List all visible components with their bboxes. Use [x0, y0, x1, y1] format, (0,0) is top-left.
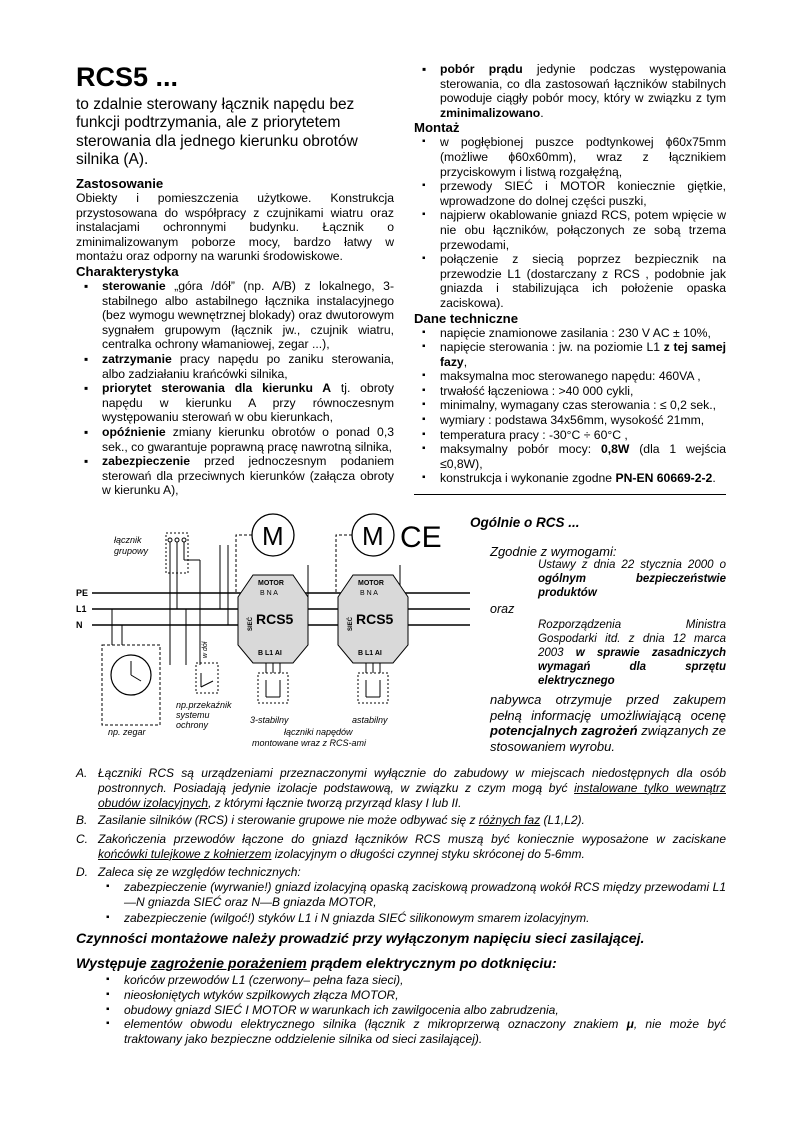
list-item: ▪ konstrukcja i wykonanie zgodne PN-EN 60669-2-2. — [414, 471, 726, 486]
right-column — [414, 62, 726, 495]
hazard-list — [98, 973, 726, 1047]
note-a: A. Łączniki RCS są urządzeniami przeznaczonymi wyłącznie do zabudowy w miejscach niedostępnych dla osób postronnych. Posiadają jedynie izolacje podstawową, w związku z czym mogą być instalowane tylko wewnątrz obudów izolacyjnych, z którymi łącznie tworzą przyrząd klasy I lub II. — [76, 766, 726, 810]
montaz-list — [414, 135, 726, 310]
list-item: ▪ elementów obwodu elektrycznego silnika (łącznik z mikroprzerwą oznaczony znakiem μ, nie może być traktowany jako bezpieczne oddzielenie silnika od sieci zasilającej). — [98, 1017, 726, 1047]
svg-text:B N A: B N A — [360, 590, 378, 597]
np-zegar-label: np. zegar — [108, 727, 146, 737]
clock-box — [102, 645, 160, 725]
svg-text:systemu: systemu — [176, 710, 210, 720]
wiring-diagram — [70, 505, 480, 760]
list-item: ▪ napięcie znamionowe zasilania : 230 V AC ± 10%, — [414, 326, 726, 341]
svg-text:SIEĆ: SIEĆ — [248, 616, 254, 631]
list-item: ▪ przewody SIEĆ i MOTOR koniecznie giętkie, wprowadzone do dolnej części puszki, — [414, 179, 726, 208]
warning-porazenie: Występuje zagrożenie porażeniem prądem elektrycznym po dotknięciu: — [76, 956, 557, 972]
note-c: C. Zakończenia przewodów łączone do gniazd łączników RCS muszą być koniecznie wyposażone w zaciskane końcówki tulejkowe z kołnierzem izolacyjnym o długości czynnej styku skróconej do 5-6mm. — [76, 832, 726, 861]
list-item: ▪ najpierw okablowanie gniazd RCS, potem wpięcie w nie obu łączników, połączonych ze sobą trzema przewodami, — [414, 208, 726, 252]
zgodnie-text: Zgodnie z wymogami: — [490, 544, 617, 559]
page-title: RCS5 ... — [76, 62, 179, 92]
list-item: ▪ minimalny, wymagany czas sterowania : ≤ 0,2 sek., — [414, 398, 726, 413]
warning-montaz: Czynności montażowe należy prowadzić przy wyłączonym napięciu sieci zasilającej. — [76, 931, 645, 947]
svg-text:MOTOR: MOTOR — [358, 580, 384, 587]
ogolnie-heading: Ogólnie o RCS ... — [470, 515, 580, 530]
svg-text:ochrony: ochrony — [176, 720, 209, 730]
list-item: ▪ sterowanie „góra /dół” (np. A/B) z lokalnego, 3-stabilnego albo astabilnego łącznika instalacyjnego (bez wymogu wewnętrznej blokady) oraz dwutorowym sygnałem grupowym (łącznik jw., czujnik wiatru, centralka ochrony włamaniowej, zegar ...), — [76, 279, 394, 352]
list-item: ▪ wymiary : podstawa 34x56mm, wysokość 21mm, — [414, 413, 726, 428]
svg-text:montowane wraz z RCS-ami: montowane wraz z RCS-ami — [252, 738, 367, 748]
list-item: ▪ maksymalny pobór mocy: 0,8W (dla 1 wejścia ≤0,8W), — [414, 442, 726, 471]
ustawy-text: Ustawy z dnia 22 stycznia 2000 o ogólnym bezpieczeństwie produktów — [538, 559, 726, 599]
list-item: ▪ nieosłoniętych wtyków szpilkowych złącza MOTOR, — [98, 988, 726, 1003]
laczniki-napedow-label: łączniki napędów — [284, 727, 353, 737]
list-item: ▪ połączenie z siecią poprzez bezpiecznik na przewodzie L1 (dostarczany z RCS , podobnie jak gniazda i stabilizująca ich położenie opaska zaciskowa). — [414, 252, 726, 310]
list-item: ▪ maksymalna moc sterowanego napędu: 460VA , — [414, 369, 726, 384]
ce-mark: CE — [400, 521, 442, 554]
svg-text:SIEĆ: SIEĆ — [348, 616, 354, 631]
zastosowanie-text: Obiekty i pomieszczenia użytkowe. Konstrukcja przystosowana do współpracy z czujnikami wiatru oraz instalacjami ochronnymi budynku. Łącznik o zminimalizowanym poborze mocy, bardzo łatwy w montażu oraz odporny na warunki środowiskowe. — [76, 191, 394, 264]
list-item: ▪ zabezpieczenie (wyrwanie!) gniazd izolacyjną opaską zaciskową prowadzoną wokół RCS między przewodami L1—N gniazda SIEĆ oraz N—B gniazda MOTOR, — [98, 880, 726, 910]
charakterystyka-heading: Charakterystyka — [76, 263, 179, 279]
relay-box — [196, 663, 218, 693]
charakterystyka-list — [76, 279, 394, 498]
astabilny-label: astabilny — [352, 715, 388, 725]
zastosowanie-heading: Zastosowanie — [76, 176, 164, 191]
montaz-heading: Montaż — [414, 120, 460, 136]
nabywca-text: nabywca otrzymuje przed zakupem pełną informację umożliwiającą ocenę potencjalnych zagrożeń związanych ze stosowaniem wyrobu. — [490, 692, 726, 754]
svg-text:MOTOR: MOTOR — [258, 580, 284, 587]
svg-text:B L1 AI: B L1 AI — [358, 650, 382, 657]
w-dol-label: w dół — [202, 641, 209, 658]
list-item: ▪ zabezpieczenie przed jednoczesnym podaniem sterowań dla przeciwnych kierunków (załącza obroty w kierunku A), — [76, 454, 394, 498]
list-item: ▪ napięcie sterowania : jw. na poziomie L1 z tej samej fazy, — [414, 340, 726, 369]
list-item: ▪ trwałość łączeniowa : >40 000 cykli, — [414, 384, 726, 399]
svg-text:RCS5: RCS5 — [256, 611, 294, 627]
note-d: D. Zaleca się ze względów technicznych: ▪ zabezpieczenie (wyrwanie!) gniazd izolacyjną opaską zaciskową prowadzoną wokół RCS między przewodami L1—N gniazda SIEĆ oraz N—B gniazda MOTOR, ▪ zabezpieczenie (wilgoć!) styków L1 i N gniazda SIEĆ silikonowym smarem izolacyjnym. — [76, 865, 726, 926]
list-item: ▪ zatrzymanie pracy napędu po zaniku sterowania, albo zadziałaniu krańcówki silnika, — [76, 352, 394, 381]
svg-text:grupowy: grupowy — [114, 546, 149, 556]
list-item: ▪ priorytet sterowania dla kierunku A tj. obroty napędu w kierunku A przy równoczesnym występowaniu sterowań w obu kierunkach, — [76, 381, 394, 425]
n-label: N — [76, 620, 83, 630]
left-column — [76, 176, 394, 498]
note-b: B. Zasilanie silników (RCS) i sterowanie grupowe nie może odbywać się z różnych faz (L1,L2). — [76, 813, 585, 827]
l1-label: L1 — [76, 604, 87, 614]
list-item: ▪ w pogłębionej puszce podtynkowej ϕ60x75mm (możliwe ϕ60x60mm), wraz z łącznikiem przyciskowym i listwą rozgałęźną, — [414, 135, 726, 179]
ogolnie-section — [470, 515, 726, 754]
trzystabilny-label: 3-stabilny — [250, 715, 289, 725]
switch-3-stabilny — [258, 673, 288, 703]
list-item: ▪ końców przewodów L1 (czerwony– pełna faza sieci), — [98, 973, 726, 988]
list-item: ▪ zabezpieczenie (wilgoć!) styków L1 i N gniazda SIEĆ silikonowym smarem izolacyjnym. — [98, 911, 726, 926]
product-subtitle: to zdalnie sterowany łącznik napędu bez funkcji podtrzymania, ale z priorytetem sterowania dla jednego kierunku obrotów silnika (A). — [76, 96, 358, 169]
rozporzadzenie-text: Rozporządzenia Ministra Gospodarki itd. z dnia 12 marca 2003 w sprawie zasadniczych wymagań dla sprzętu elektrycznego — [538, 619, 726, 687]
dane-list — [414, 326, 726, 487]
switch-astabilny — [358, 673, 388, 703]
list-item: ▪ opóźnienie zmiany kierunku obrotów o ponad 0,3 sek., co gwarantuje poprawną pracę nawrotną silnika, — [76, 425, 394, 454]
svg-text:B N A: B N A — [260, 590, 278, 597]
oraz-text: oraz — [490, 602, 515, 617]
list-item: ▪ temperatura pracy : -30°C ÷ 60°C , — [414, 428, 726, 443]
pe-label: PE — [76, 588, 89, 598]
lacznik-grupowy-label: łącznik — [114, 535, 142, 545]
svg-text:M: M — [262, 521, 284, 551]
pobor-pradu-item: ▪ pobór prądu jedynie podczas występowania sterowania, co dla zastosowań łączników stabilnych powoduje ciągły pobór mocy, który w związku z tym zminimalizowano. — [414, 62, 726, 120]
list-item: ▪ obudowy gniazd SIEĆ I MOTOR w warunkach ich zawilgocenia albo zabrudzenia, — [98, 1003, 726, 1018]
section-rule — [414, 494, 726, 495]
svg-text:B L1 AI: B L1 AI — [258, 650, 282, 657]
dane-heading: Dane techniczne — [414, 310, 519, 326]
svg-text:M: M — [362, 521, 384, 551]
przekaznik-label: np.przekaźnik — [176, 700, 232, 710]
svg-text:RCS5: RCS5 — [356, 611, 394, 627]
